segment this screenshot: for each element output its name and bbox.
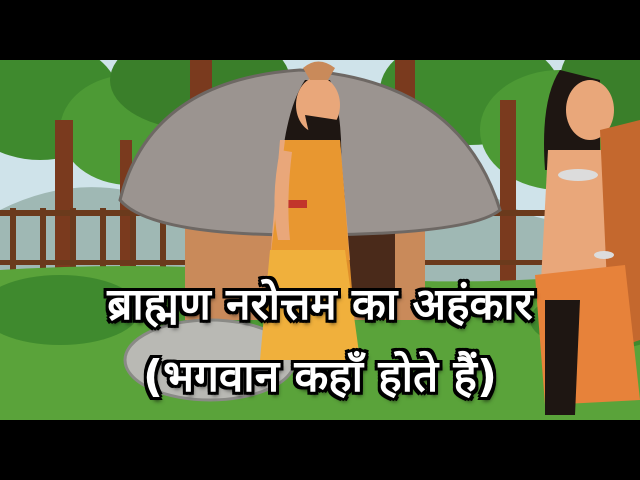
caption-line-2: (भगवान कहाँ होते हैं) — [143, 351, 497, 402]
caption-line-1: ब्राह्मण नरोत्तम का अहंकार — [107, 279, 533, 330]
